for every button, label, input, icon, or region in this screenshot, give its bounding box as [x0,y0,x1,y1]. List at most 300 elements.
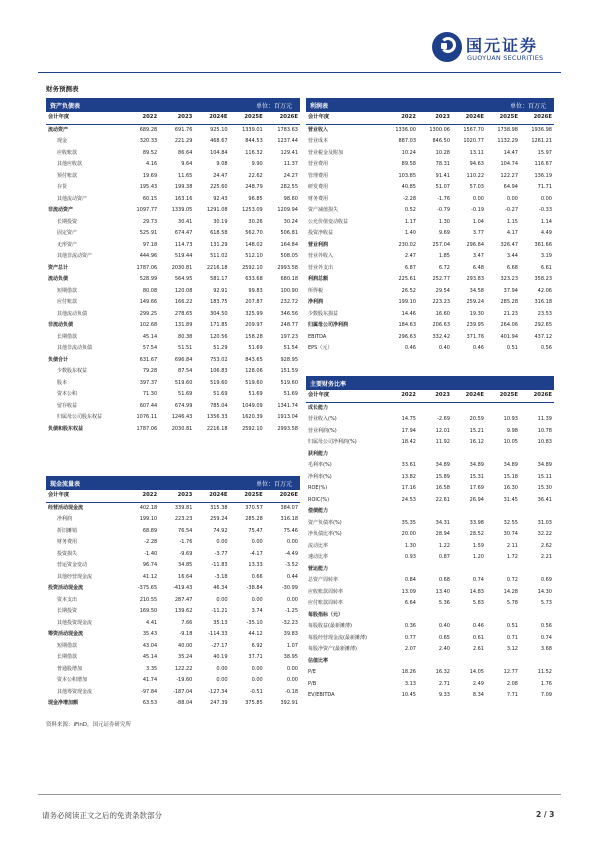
table-row [46,502,300,514]
table-cell: 2.62 [540,542,552,549]
table-row [46,240,300,252]
table-cell: 23.53 [537,310,552,317]
table-cell: 10.93 [503,416,518,422]
table-cell: 128.06 [245,368,263,374]
table-cell: 11.39 [537,416,552,422]
table-cell: 78.31 [435,161,450,167]
table-cell: -30.99 [281,585,298,591]
table-cell: 171.85 [210,322,228,328]
table-cell: 所得税 [308,287,324,294]
table-cell: 1.40 [404,230,416,236]
table-cell: 163.16 [174,195,193,202]
table-cell: 资本支出 [57,596,78,603]
table-cell: 22.61 [435,496,450,503]
table-cell: 每股指标（元） [308,611,344,618]
table-cell: 199.10 [398,299,416,305]
table-cell [384,564,418,576]
table-cell: 887.03 [398,138,416,144]
income-statement-panel [306,98,554,355]
table-cell: 846.50 [432,138,450,144]
table-cell: 32.22 [537,531,552,537]
table-cell: 1.15 [506,218,518,225]
table-cell: 1020.77 [463,138,484,144]
table-cell: 164.84 [280,241,298,248]
table-row [46,205,300,217]
table-cell: 332.42 [432,333,450,340]
table-cell: 营业收入(%) [308,416,337,422]
table-row [306,148,554,160]
table-cell: 14.75 [401,416,416,422]
table-row [46,687,300,699]
table-cell: 633.68 [245,276,263,282]
table-cell: 207.87 [245,299,263,305]
table-cell [384,656,418,668]
table-cell: 103.85 [398,172,416,179]
company-logo [432,32,564,66]
table-cell: 营业外收入 [308,253,334,259]
table-cell: 618.58 [210,230,228,236]
table-cell: 16.58 [435,485,450,491]
table-cell: 239.95 [466,322,484,328]
table-cell: 57.03 [469,184,484,190]
table-cell: 0.68 [438,577,450,583]
table-cell: 0.40 [438,345,450,351]
table-cell: -1.76 [437,195,450,202]
table-cell: 680.18 [280,276,298,282]
table-cell: 0.71 [506,634,518,641]
balance-sheet-unit: 单位：百万元 [255,102,292,110]
table-cell: 40.00 [178,642,193,649]
table-cell: 短期借款 [57,287,78,294]
table-cell: 402.18 [139,504,158,511]
table-row [46,618,300,630]
table-cell: 7.09 [540,692,552,698]
table-row [46,124,300,136]
table-cell: 0.74 [540,634,552,641]
table-cell: 营业外支出 [308,264,334,271]
table-cell: 1336.00 [395,126,416,133]
table-cell: 投资损失 [57,550,78,557]
table-cell: 91.41 [435,172,450,179]
table-row [46,274,300,286]
table-cell: 0.00 [251,677,263,683]
table-cell: 2.40 [438,646,450,652]
table-cell: 6.87 [404,264,416,271]
table-cell: 5.73 [540,600,552,606]
table-row [46,263,300,275]
table-cell: 其他流动资产 [57,195,88,202]
table-cell: 26.94 [469,496,484,503]
table-row [306,228,554,240]
table-cell: -375.65 [137,585,158,591]
table-cell: -9.18 [179,631,193,637]
table-cell: 16.12 [469,439,484,445]
table-cell: -127.34 [208,688,228,695]
table-row [306,460,554,472]
table-cell: 34.85 [178,562,193,568]
table-cell: 183.75 [210,299,228,305]
table-row [306,621,554,633]
table-cell: 获利能力 [308,450,329,457]
table-cell: -1.25 [285,608,298,614]
table-cell: -19.60 [176,677,193,683]
table-cell: 42.06 [537,287,552,294]
table-cell: 2024E [452,112,486,124]
table-cell: 225.61 [398,276,416,282]
table-cell: 304.50 [210,310,228,317]
table-header-row [46,112,300,124]
table-cell: 1076.11 [136,414,158,420]
table-cell: 844.53 [245,138,263,144]
table-row [306,320,554,332]
table-cell: 1339.05 [171,207,193,213]
table-cell: 其他筹资现金流 [57,688,93,695]
table-cell [486,610,520,622]
table-cell: 691.76 [174,126,193,133]
table-cell: 1787.06 [136,425,158,432]
table-cell: 35.35 [401,519,416,526]
table-cell: 259.24 [210,516,228,522]
table-cell: 0.77 [404,634,416,641]
table-cell: 现金 [57,138,68,144]
table-cell: 151.59 [280,368,298,374]
table-cell: 278.65 [174,310,193,317]
table-cell: -2.69 [437,416,450,422]
table-cell: 299.25 [139,310,158,317]
table-cell: 6.64 [404,600,416,606]
table-cell: 206.63 [432,322,450,328]
table-cell: 2023 [418,112,452,124]
table-cell: 41.74 [142,677,158,683]
table-cell: 投资净收益 [308,230,334,236]
table-cell: 0.00 [216,677,228,683]
table-cell: 长期借款 [57,333,78,340]
table-cell: 166.22 [174,299,193,305]
table-cell: 209.97 [245,322,263,328]
table-cell: 1.59 [472,542,484,549]
table-cell: 519.44 [174,253,193,259]
table-cell: 2026E [520,390,554,402]
table-cell: 371.76 [466,333,484,340]
table-cell: 0.66 [251,573,263,580]
table-cell: 30.26 [248,218,263,225]
table-cell: 3.13 [404,680,416,687]
table-cell: 31.45 [503,496,518,503]
table-cell [418,506,452,518]
table-row [46,560,300,572]
table-cell: 财务费用 [57,539,78,545]
table-cell: 45.14 [142,333,158,340]
table-cell: 1567.70 [463,126,484,133]
table-row [306,679,554,691]
table-cell: -1.76 [179,539,193,545]
table-cell: 21.23 [503,310,518,317]
table-cell: 0.56 [540,623,552,629]
table-cell: 199.10 [139,516,158,522]
table-cell: 会计年度 [46,490,124,502]
table-cell: 0.74 [472,577,484,583]
table-cell: 1253.09 [242,207,263,213]
table-row [306,529,554,541]
table-cell: 0.00 [286,665,298,672]
table-cell: 0.46 [472,623,484,629]
table-cell: 34.58 [469,287,484,294]
table-cell: 1.72 [506,554,518,560]
table-cell: 60.15 [142,195,158,202]
table-cell: 44.12 [248,631,263,637]
table-cell [486,449,520,461]
table-cell: 10.24 [401,149,416,156]
table-cell: 114.73 [174,241,193,248]
table-cell: 14.47 [503,149,518,156]
table-cell: -35.10 [246,619,263,626]
table-cell: 负债和股东权益 [48,425,84,432]
table-header-row [306,112,554,124]
table-row [46,378,300,390]
table-cell: 323.23 [500,276,518,282]
table-cell: 0.00 [216,665,228,672]
table-cell: 2025E [230,112,265,124]
table-cell: 51.69 [248,345,263,351]
logo-mark-icon [432,32,462,62]
table-cell: 519.60 [280,379,298,386]
table-cell: 9.33 [438,692,450,698]
table-cell: 361.66 [534,241,552,248]
table-cell: 短期借款 [57,642,78,649]
table-cell: 非流动负债 [48,322,74,328]
table-cell: 51.69 [248,391,263,397]
table-cell: 282.55 [280,184,298,190]
table-cell: 2024E [452,390,486,402]
table-cell: 24.47 [213,172,228,179]
table-cell: 4.16 [146,161,158,167]
cashflow-unit: 单位：百万元 [255,480,292,488]
table-cell [520,564,554,576]
balance-sheet-header [46,98,300,112]
table-cell: 76.54 [178,527,193,534]
table-cell: 785.04 [210,402,228,409]
table-cell: 631.67 [139,356,158,363]
table-cell: 0.00 [216,596,228,603]
table-cell: 2030.81 [171,425,193,432]
table-cell: -3.77 [214,550,228,557]
table-cell: 102.68 [139,322,158,328]
table-cell: 会计年度 [306,112,384,124]
table-cell: 1097.77 [136,207,158,213]
table-cell: 11.37 [283,161,298,167]
table-cell: 248.77 [280,322,298,328]
table-cell: 122.22 [174,665,193,672]
table-cell: 5.36 [438,600,450,606]
table-cell: 公允价值变动收益 [308,218,349,225]
table-cell: 131.29 [210,241,228,248]
table-cell: 264.06 [500,322,518,328]
table-cell: 应付账款 [57,299,78,305]
table-cell: 232.72 [280,299,298,305]
table-cell: 30.24 [283,218,298,225]
table-cell: 2592.10 [242,264,263,271]
table-cell: 293.83 [466,276,484,282]
table-cell: 8.34 [472,692,484,698]
cashflow-table [46,490,300,710]
table-cell: 2.71 [438,680,450,687]
table-cell: -419.43 [173,585,193,591]
table-cell: 210.55 [139,596,158,603]
table-cell [418,402,452,414]
table-cell: 总资产周转率 [308,577,339,583]
table-row [306,171,554,183]
table-cell: 28.52 [469,531,484,537]
table-cell: 63.53 [142,700,158,706]
table-cell: 其他投资现金流 [57,619,93,626]
balance-sheet-table [46,112,300,435]
table-cell: 9.08 [216,161,228,167]
table-row [46,309,300,321]
table-cell: 17.94 [401,427,416,434]
table-cell: 0.61 [472,634,484,641]
table-cell: 2216.18 [206,425,228,432]
table-cell: 1341.74 [277,402,298,409]
table-cell [384,449,418,461]
table-cell: 1356.33 [206,414,228,420]
table-cell: 104.74 [500,161,518,167]
table-cell: 358.23 [534,276,552,282]
table-cell: 3.47 [472,253,484,259]
table-cell: 370.57 [245,504,263,511]
table-cell: 19.30 [469,310,484,317]
table-cell: 13.09 [401,588,416,595]
cashflow-panel [46,476,300,710]
table-cell: 2592.10 [242,425,263,432]
table-cell: 80.38 [178,333,193,340]
table-cell: 64.94 [503,184,518,190]
table-cell: 财务费用 [308,195,329,202]
table-cell: 0.00 [251,596,263,603]
table-cell: -0.18 [285,688,298,695]
table-cell: 2993.58 [277,425,298,432]
table-cell: 122.27 [500,172,518,179]
table-cell [520,402,554,414]
table-cell: 1936.98 [531,126,552,133]
table-cell: 0.00 [216,539,228,545]
table-cell: 252.77 [432,276,450,282]
table-cell: 33.61 [401,462,416,468]
table-cell: 512.10 [245,253,263,259]
table-cell [452,656,486,668]
table-cell: 2022 [124,490,159,502]
table-row [46,332,300,344]
table-cell: 1.76 [540,680,552,687]
table-cell: 20.00 [401,531,416,537]
table-row [46,675,300,687]
table-cell: 100.90 [280,287,298,294]
table-row [46,537,300,549]
table-cell: 投资活动现金流 [48,585,84,591]
table-cell: ROE(%) [308,485,328,491]
table-row [306,437,554,449]
table-row [46,549,300,561]
table-row [306,136,554,148]
table-cell: 35.43 [142,631,158,637]
table-cell: 2025E [486,390,520,402]
table-cell [452,402,486,414]
table-cell: 74.92 [213,527,228,534]
table-row [306,656,554,668]
table-cell: 9.90 [251,161,263,167]
table-cell: 7.71 [506,692,518,698]
table-cell: -32.23 [281,619,298,626]
table-cell [452,449,486,461]
table-cell: 6.92 [251,642,263,649]
table-row [306,194,554,206]
table-cell: 1.14 [540,218,552,225]
table-cell: 2.61 [472,646,484,652]
table-cell: -4.49 [285,550,298,557]
table-cell: 315.38 [210,504,228,511]
table-cell: -4.17 [249,550,263,557]
table-cell: 17.16 [401,485,416,491]
table-cell: 净负债比率(%) [308,531,342,537]
table-row [46,514,300,526]
ratios-header [306,376,554,390]
table-cell: 34.89 [503,462,518,468]
table-row [306,332,554,344]
table-cell: 16.32 [435,669,450,675]
table-cell: 68.89 [142,527,158,534]
table-row [46,664,300,676]
table-cell: 1209.94 [277,207,298,213]
table-cell: 248.79 [245,184,263,190]
table-cell: 564.95 [174,276,193,282]
table-cell: 285.28 [500,299,518,305]
table-cell: 留存收益 [57,402,78,409]
table-cell: 0.84 [404,577,416,583]
table-cell: 37.94 [503,287,518,294]
table-cell: 2.21 [540,554,552,560]
table-cell: 39.83 [283,631,298,637]
table-cell: 非流动资产 [48,207,74,213]
table-cell: 2022 [384,390,418,402]
table-cell: 估值比率 [308,657,329,664]
table-cell: 15.30 [537,485,552,491]
table-cell: 30.41 [178,218,193,225]
table-cell: 51.69 [178,391,193,397]
table-cell: 其他经营现金流 [57,573,93,580]
table-cell: 437.12 [534,333,552,340]
table-row [306,297,554,309]
table-cell: 2.11 [506,542,518,549]
table-cell: 230.02 [398,241,416,248]
table-row [306,182,554,194]
table-cell: 99.83 [248,287,263,294]
table-cell: 29.73 [142,218,158,225]
table-cell: 401.94 [500,333,518,340]
footer-disclaimer: 请务必阅读正文之后的免责条款部分 [42,811,162,820]
table-cell: 40.85 [401,184,416,190]
table-cell: 1738.98 [497,126,518,133]
table-cell: 0.00 [251,539,263,545]
logo-en-text: GUOYUAN SECURITIES [467,54,544,62]
table-cell: 92.91 [213,287,228,294]
ratios-table [306,390,554,702]
table-cell: 37.71 [248,654,263,660]
table-row [46,171,300,183]
table-cell: 51.54 [283,345,298,351]
table-row [306,205,554,217]
table-cell: 195.43 [139,184,158,190]
table-cell: 3.77 [472,230,484,236]
table-row [46,424,300,436]
